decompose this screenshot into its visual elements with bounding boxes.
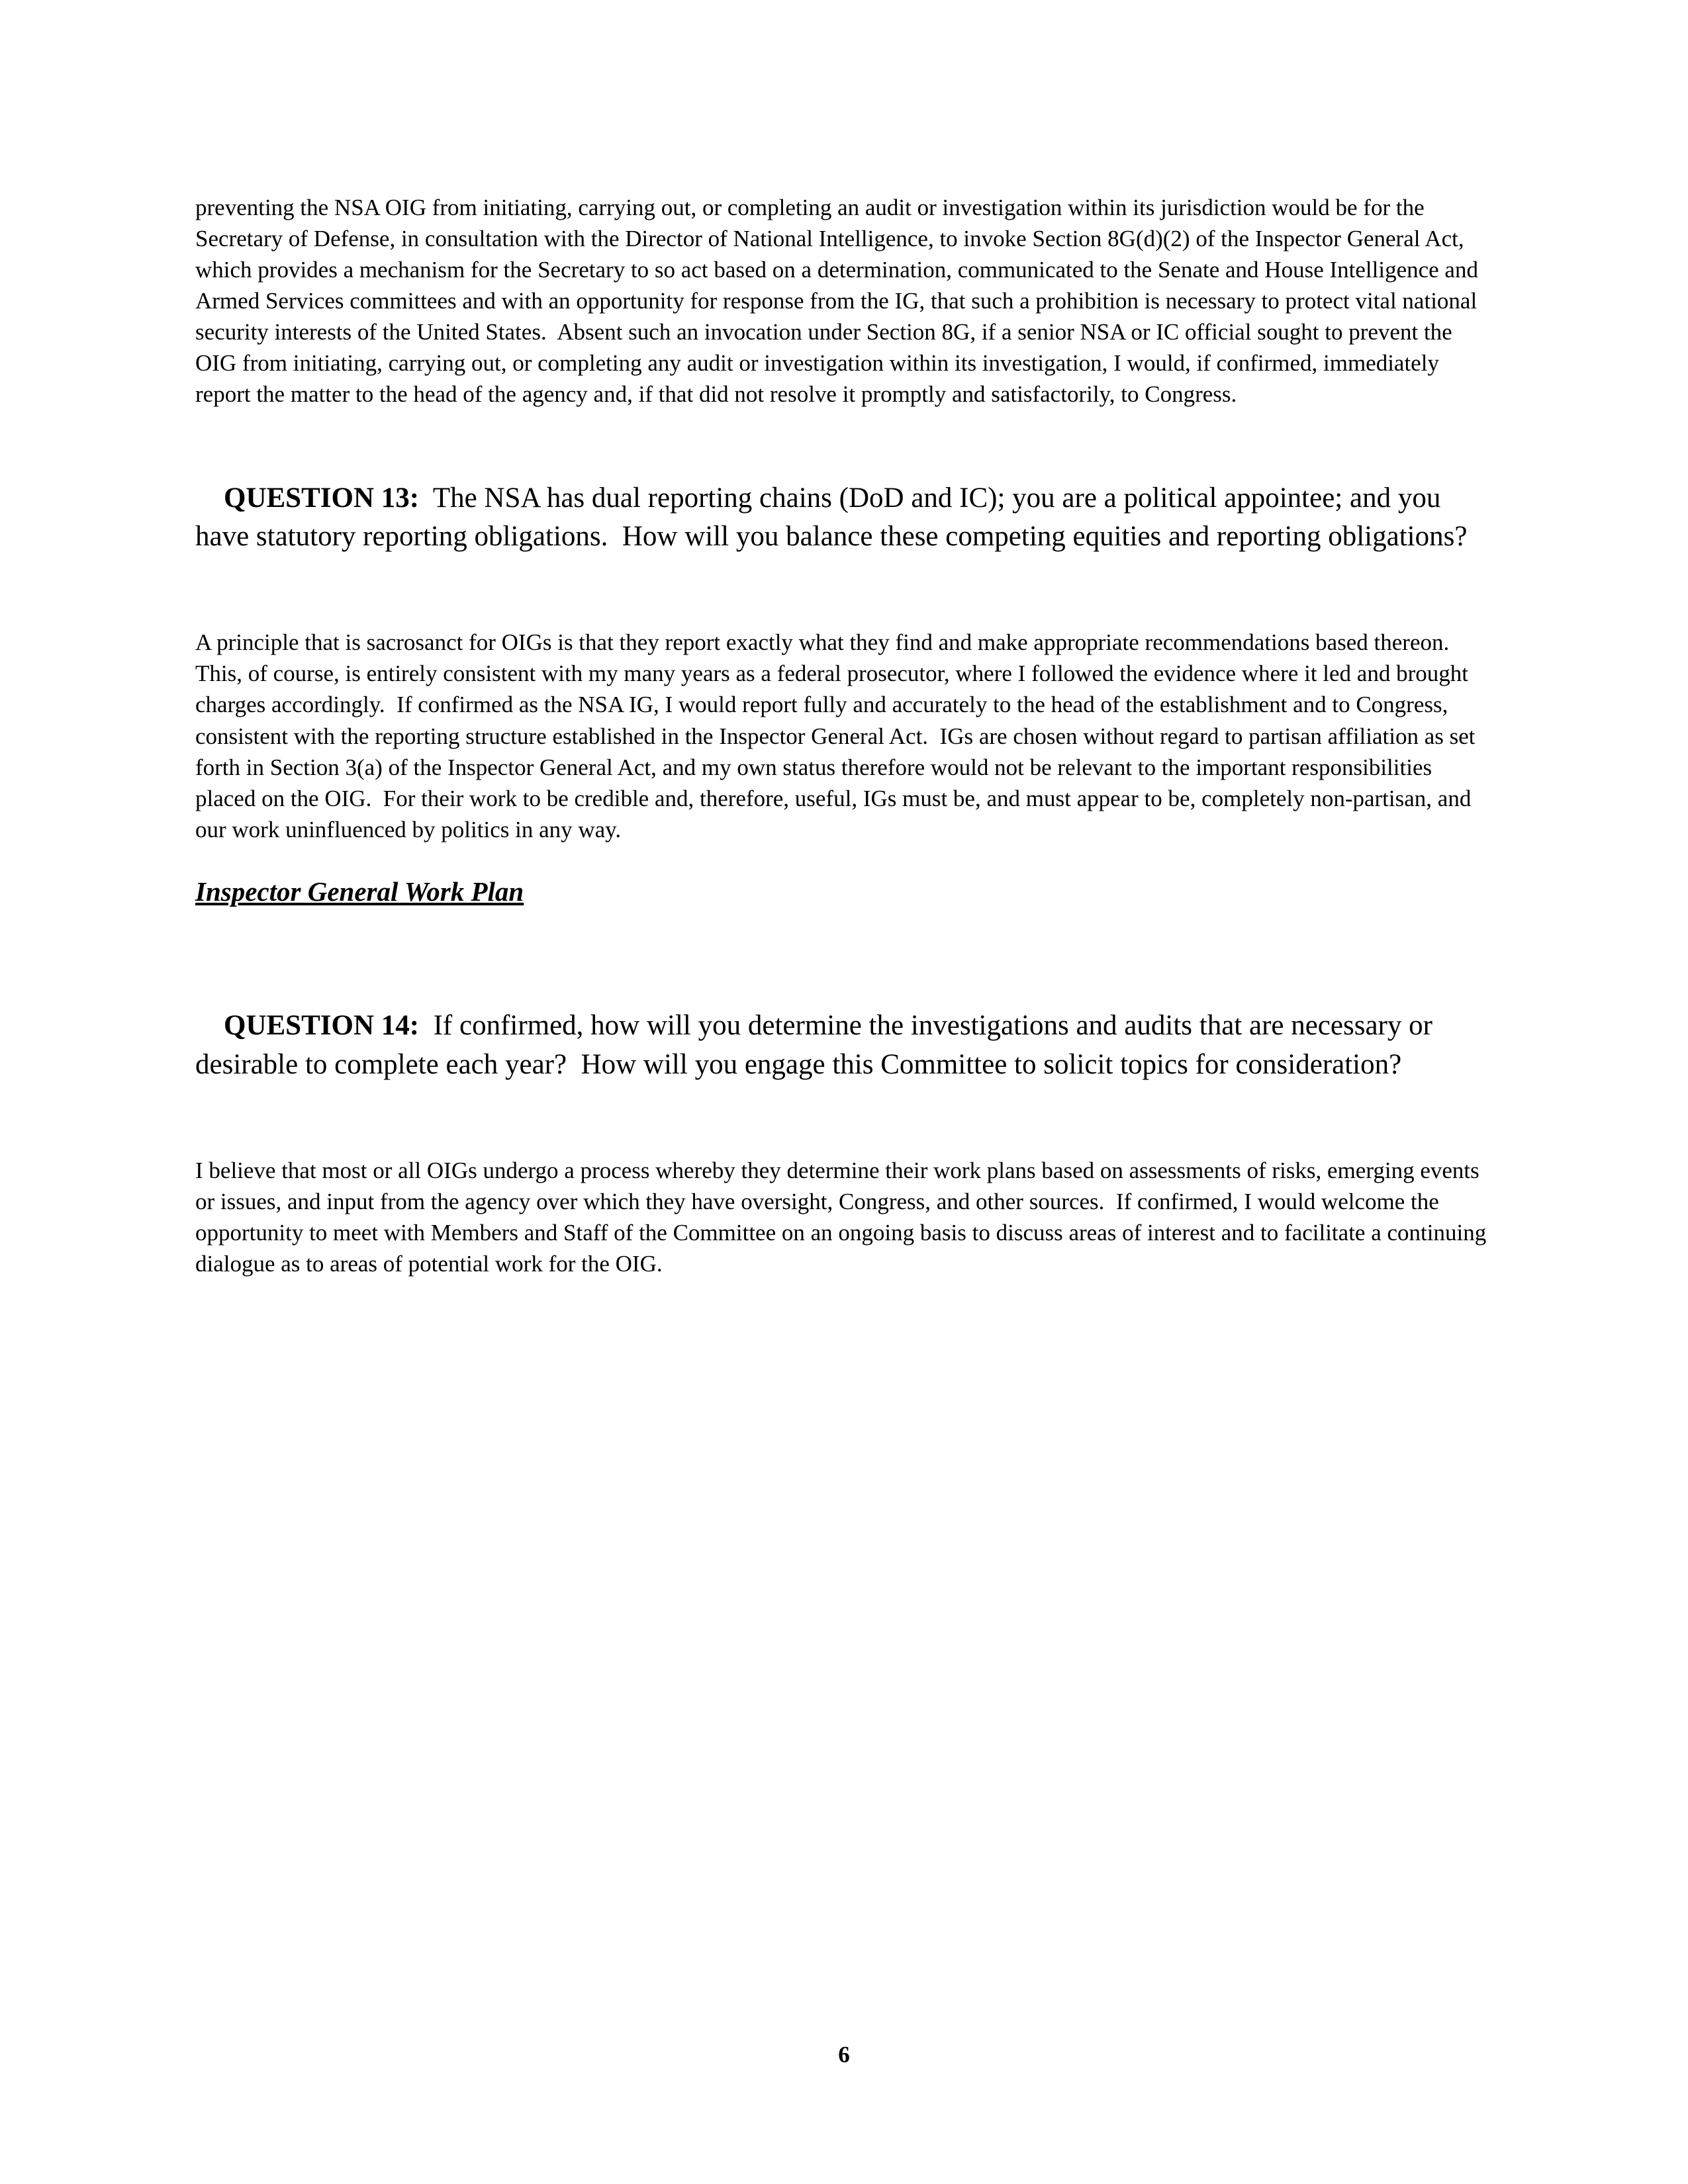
section-heading-inspector-general-work-plan: Inspector General Work Plan [195,876,524,907]
question-13 [195,440,1489,595]
question-14-label: QUESTION 14: [224,1010,420,1042]
answer-13: A principle that is sacrosanct for OIGs is that they report exactly what they find and make appropriate recommendations based thereon. This, of course, is entirely consistent with my many years as a federal prosecutor, where I followed the evidence where it led and brought charges accordingly. If confirmed as the NSA IG, I would report fully and accurately to the head of the establishment and to Congress, consistent with the reporting structure established in the Inspector General Act. IGs are chosen without regard to partisan affiliation as set forth in Section 3(a) of the Inspector General Act, and my own status therefore would not be relevant to the important responsibilities placed on the OIG. For their work to be credible and, therefore, useful, IGs must be, and must appear to be, completely non-partisan, and our work uninfluenced by politics in any way. [195,629,1481,842]
question-13-text: The NSA has dual reporting chains (DoD and IC); you are a political appointee; and you have statutory reporting obligations. How will you balance these competing equities and reporting obligations? [195,482,1468,553]
section-heading-wrap [195,876,1489,938]
question-13-label: QUESTION 13: [224,482,420,514]
question-14-text: If confirmed, how will you determine the investigations and audits that are necessary or desirable to complete each year? How will you engage this Committee to solicit topics for consideration? [195,1010,1440,1080]
answer-14: I believe that most or all OIGs undergo a process whereby they determine their work plans based on assessments of risks, emerging events or issues, and input from the agency over which they have oversight, Congress, and other sources. If confirmed, I would welcome the opportunity to meet with Members and Staff of the Committee on an ongoing basis to discuss areas of interest and to facilitate a continuing dialogue as to areas of potential work for the OIG. [195,1157,1492,1277]
paragraph-continuation: preventing the NSA OIG from initiating, carrying out, or completing an audit or investigation within its jurisdiction would be for the Secretary of Defense, in consultation with the Director of National Intelligence, to invoke Section 8G(d)(2) of the Inspector General Act, which provides a mechanism for the Secretary to so act based on a determination, communicated to the Senate and House Intelligence and Armed Services committees and with an opportunity for response from the IG, that such a prohibition is necessary to protect vital national security interests of the United States. Absent such an invocation under Section 8G, if a senior NSA or IC official sought to prevent the OIG from initiating, carrying out, or completing any audit or investigation within its investigation, I would, if confirmed, immediately report the matter to the head of the agency and, if that did not resolve it promptly and satisfactorily, to Congress. [195,195,1483,408]
question-14 [195,968,1489,1123]
page-number: 6 [838,2042,850,2068]
